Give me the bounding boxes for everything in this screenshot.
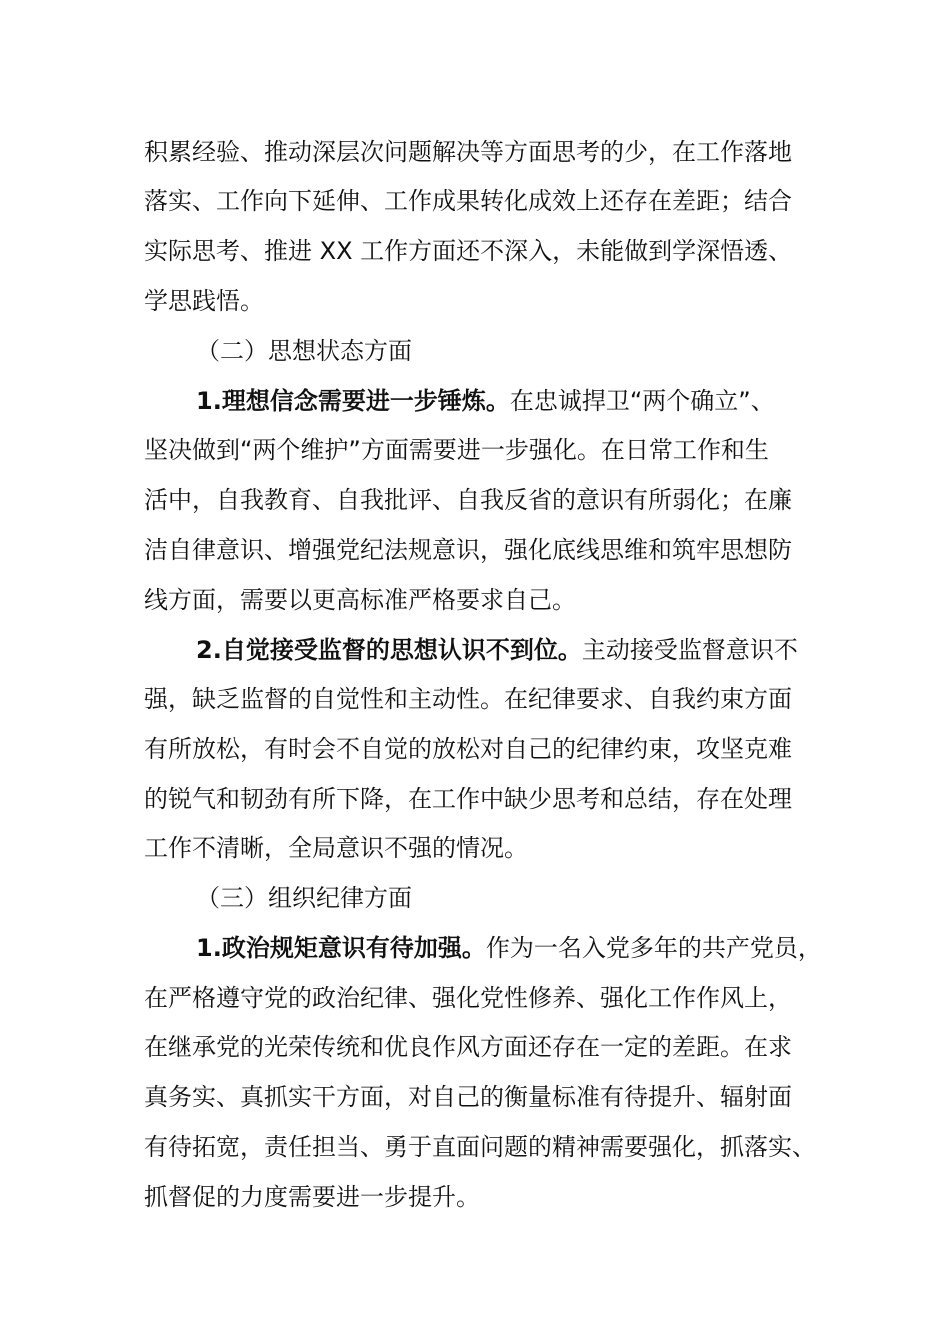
paragraph-line: 真务实、真抓实干方面，对自己的衡量标准有待提升、辐射面 [144, 1083, 792, 1111]
item-title: 1.理想信念需要进一步锤炼。 [196, 387, 510, 415]
section-heading: （二）思想状态方面 [196, 337, 412, 365]
paragraph-line: 在严格遵守党的政治纪律、强化党性修养、强化工作作风上， [144, 984, 792, 1012]
paragraph-line: 学思践悟。 [144, 287, 264, 315]
section-heading: （三）组织纪律方面 [196, 884, 412, 912]
item-text: 作为一名入党多年的共产党员， [485, 934, 822, 962]
paragraph-line: 的锐气和韧劲有所下降，在工作中缺少思考和总结，存在处理 [144, 785, 792, 813]
paragraph-line: 坚决做到“两个维护”方面需要进一步强化。在日常工作和生 [144, 436, 769, 464]
item-first-line [196, 385, 775, 417]
item-title: 2.自觉接受监督的思想认识不到位。 [196, 636, 582, 664]
paragraph-line: 工作不清晰，全局意识不强的情况。 [144, 834, 528, 862]
paragraph-line: 积累经验、推动深层次问题解决等方面思考的少，在工作落地 [144, 138, 792, 166]
item-title: 1.政治规矩意识有待加强。 [196, 934, 486, 962]
paragraph-line: 抓督促的力度需要进一步提升。 [144, 1183, 480, 1211]
paragraph-line: 有所放松，有时会不自觉的放松对自己的纪律约束，攻坚克难 [144, 735, 792, 763]
paragraph-line: 有待拓宽，责任担当、勇于直面问题的精神需要强化，抓落实、 [144, 1133, 816, 1161]
item-first-line [196, 634, 798, 666]
paragraph-line: 洁自律意识、增强党纪法规意识，强化底线思维和筑牢思想防 [144, 536, 792, 564]
paragraph-line: 活中，自我教育、自我批评、自我反省的意识有所弱化；在廉 [144, 486, 792, 514]
paragraph-line: 线方面，需要以更高标准严格要求自己。 [144, 586, 576, 614]
item-text: 在忠诚捍卫“两个确立”、 [509, 387, 775, 415]
item-text: 主动接受监督意识不 [581, 636, 798, 664]
item-first-line [196, 932, 822, 964]
paragraph-line: 实际思考、推进 XX 工作方面还不深入，未能做到学深悟透、 [144, 237, 793, 265]
paragraph-line: 强，缺乏监督的自觉性和主动性。在纪律要求、自我约束方面 [144, 685, 792, 713]
paragraph-line: 落实、工作向下延伸、工作成果转化成效上还存在差距；结合 [144, 187, 792, 215]
paragraph-line: 在继承党的光荣传统和优良作风方面还存在一定的差距。在求 [144, 1033, 792, 1061]
